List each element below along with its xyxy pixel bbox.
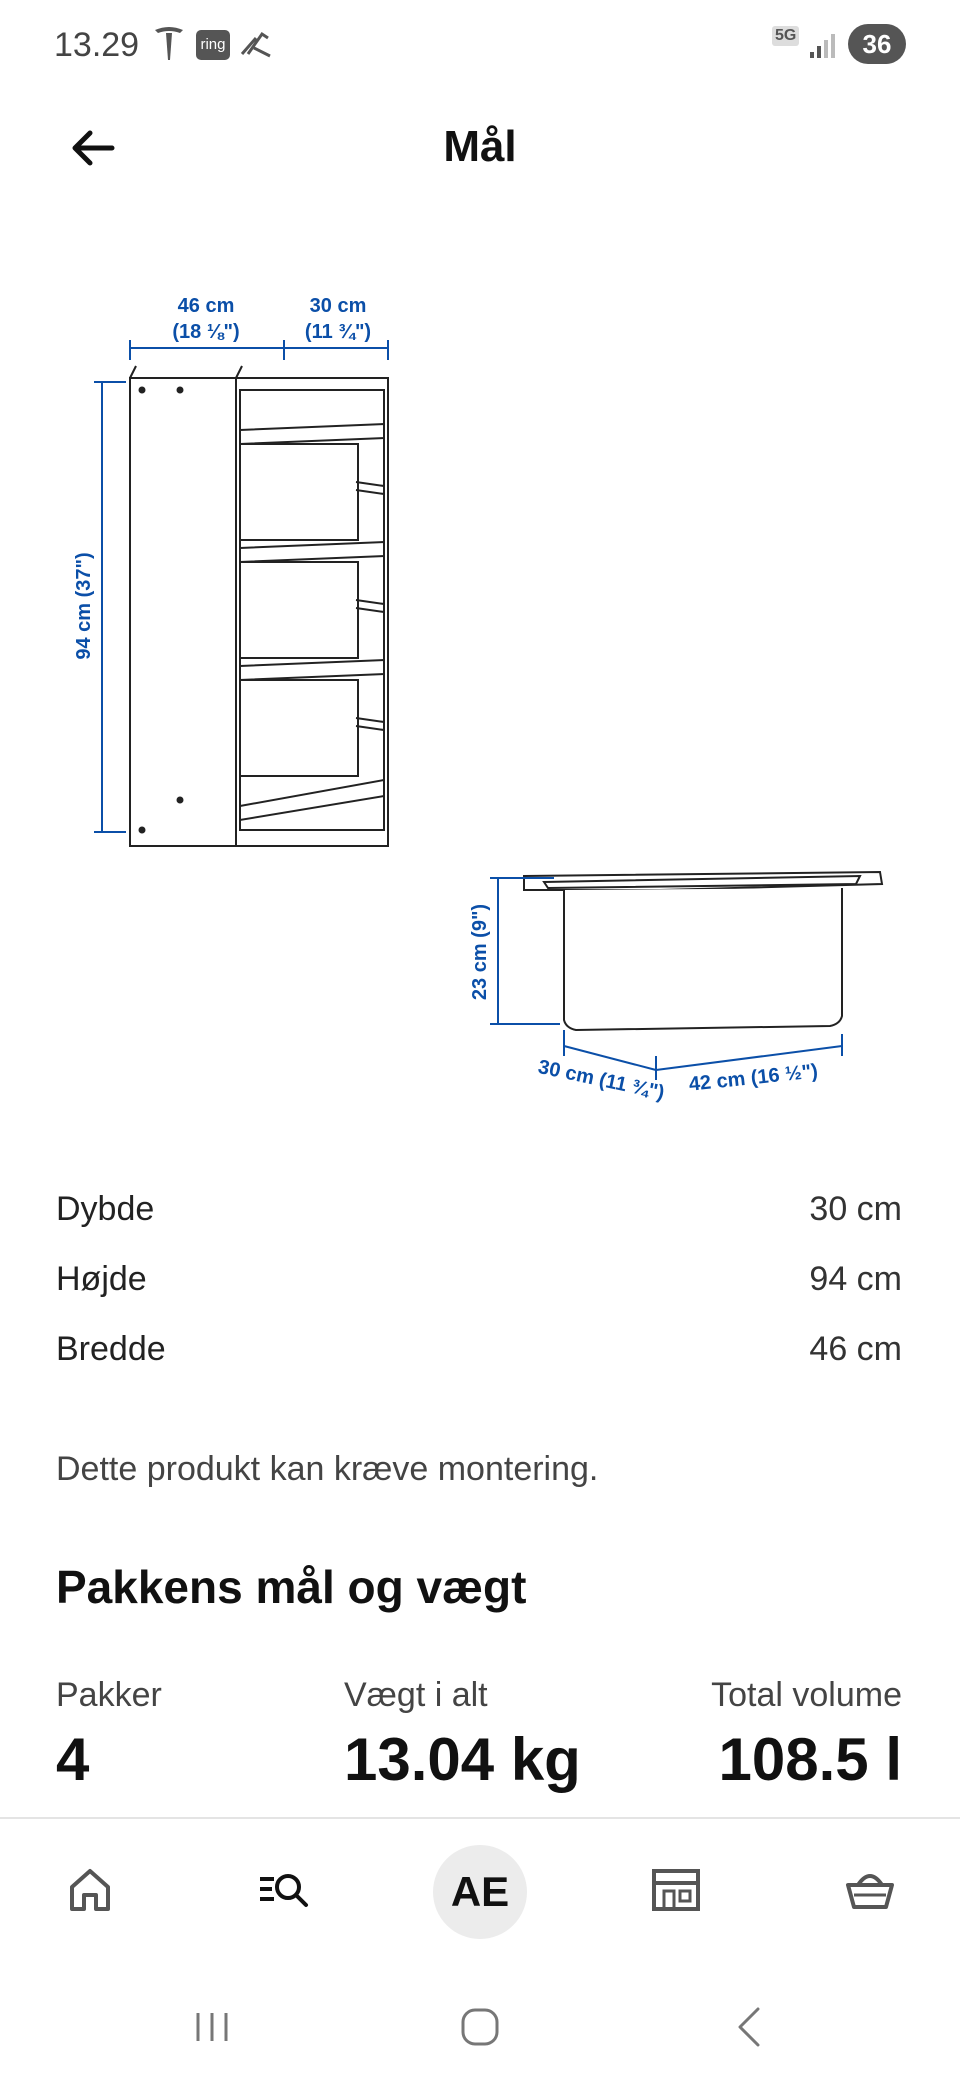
- ring-icon: ring: [196, 30, 230, 60]
- stat-label: Total volume: [711, 1676, 902, 1714]
- stat-value: 4: [56, 1726, 90, 1793]
- stat-label: Pakker: [56, 1676, 162, 1714]
- network-5g-icon: 5G: [772, 26, 799, 46]
- dimension-row-width: [56, 1330, 902, 1400]
- dimension-label: Bredde: [56, 1330, 166, 1368]
- package-stats: [56, 1676, 902, 1796]
- recent-apps-icon[interactable]: [182, 1997, 242, 2057]
- bin-height-label: 23 cm (9"): [469, 903, 491, 1001]
- stat-weight: [344, 1676, 581, 1794]
- store-icon[interactable]: [646, 1859, 706, 1919]
- bin-width-label: 42 cm (16 ½"): [687, 1060, 819, 1096]
- tesla-icon: [152, 24, 186, 64]
- stat-volume: [711, 1676, 902, 1794]
- shelf-depth-label: 30 cm: [309, 295, 367, 317]
- assembly-note: Dette produkt kan kræve montering.: [56, 1450, 599, 1488]
- shelf-drawing: [130, 366, 388, 846]
- dimension-value: 94 cm: [809, 1260, 902, 1298]
- bottom-nav: [0, 1817, 960, 1967]
- page-title: Mål: [443, 122, 517, 171]
- stat-label: Vægt i alt: [344, 1676, 488, 1714]
- signal-icon: [808, 30, 838, 60]
- dimension-value: 30 cm: [809, 1190, 902, 1228]
- avatar[interactable]: AE: [433, 1845, 527, 1939]
- shelf-depth-inch-label: (11 ¾"): [304, 321, 372, 343]
- search-icon[interactable]: [254, 1859, 314, 1919]
- basket-icon[interactable]: [840, 1859, 900, 1919]
- status-bar: [0, 0, 960, 90]
- shelf-height-label: 94 cm (37"): [73, 552, 95, 660]
- home-button-icon[interactable]: [450, 1997, 510, 2057]
- dimension-label: Dybde: [56, 1190, 155, 1228]
- shelf-width-label: 46 cm: [177, 295, 235, 317]
- dimension-row-depth: [56, 1190, 902, 1260]
- stat-value: 13.04 kg: [344, 1726, 581, 1793]
- shelf-width-inch-label: (18 ⅛"): [172, 321, 240, 343]
- bin-drawing: [524, 872, 882, 1030]
- package-section-title: Pakkens mål og vægt: [56, 1561, 527, 1613]
- home-icon[interactable]: [60, 1859, 120, 1919]
- dimension-value: 46 cm: [809, 1330, 902, 1368]
- bird-icon: [238, 24, 274, 64]
- system-back-icon[interactable]: [720, 1997, 780, 2057]
- bin-depth-label: 30 cm (11 ¾"): [536, 1056, 667, 1105]
- battery-indicator: 36: [848, 24, 906, 64]
- status-time: 13.29: [54, 26, 140, 64]
- dimension-row-height: [56, 1260, 902, 1330]
- dimension-list: [56, 1190, 902, 1400]
- dimension-label: Højde: [56, 1260, 147, 1298]
- system-nav: [0, 1967, 960, 2080]
- stat-value: 108.5 l: [718, 1726, 902, 1793]
- stat-packages: [56, 1676, 162, 1794]
- dimension-diagram: [0, 260, 960, 1120]
